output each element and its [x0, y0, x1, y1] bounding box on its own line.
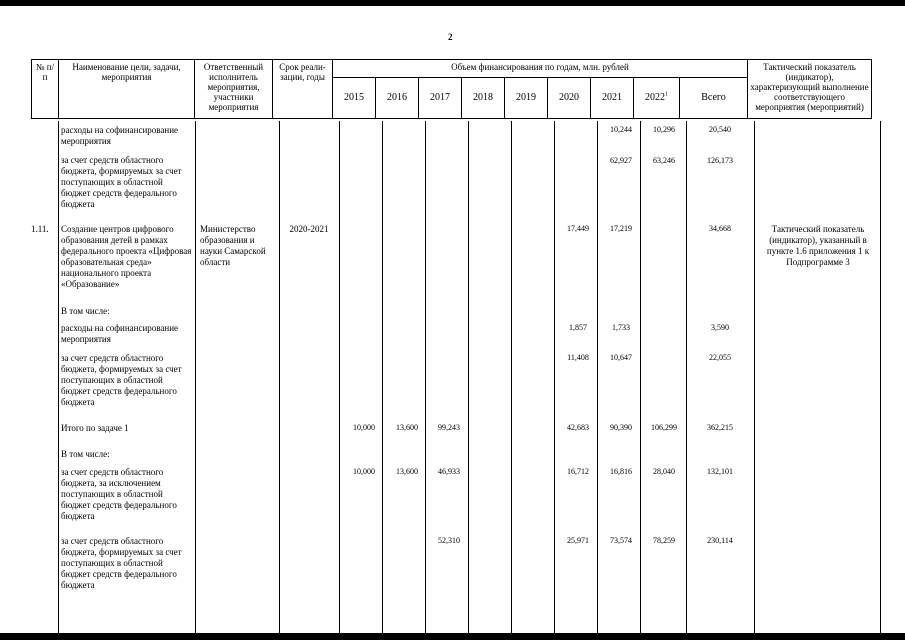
value-2016: 13,600: [396, 467, 418, 476]
value-total: 34,668: [709, 224, 731, 233]
row-name: Итого по задаче 1: [61, 423, 129, 433]
header-col-term: Срок реали-зации, годы: [273, 60, 333, 119]
value-total: 230,114: [707, 536, 733, 545]
row-responsible: Министерство образования и науки Самарской области: [200, 224, 266, 267]
value-total: 3,590: [711, 323, 729, 332]
header-year-2019: 2019: [505, 78, 548, 119]
column-divider: [195, 121, 196, 633]
column-divider: [640, 121, 641, 633]
column-divider: [597, 121, 598, 633]
header-year-2016: 2016: [376, 78, 419, 119]
column-divider: [554, 121, 555, 633]
row-name: В том числе:: [61, 449, 110, 459]
footnote-mark: 1: [665, 91, 668, 98]
row-name: за счет средств областного бюджета, формируемых за счет поступающих в областной бюджет средств федерального бюджета: [61, 353, 182, 407]
value-2015: 10,000: [353, 423, 375, 432]
row-name: за счет средств областного бюджета, за исключением поступающих в областной бюджет средств федерального бюджета: [61, 467, 177, 521]
column-divider: [425, 121, 426, 633]
value-2016: 13,600: [396, 423, 418, 432]
value-total: 126,173: [707, 156, 733, 165]
value-2015: 10,000: [353, 467, 375, 476]
header-col-number: № п/п: [32, 60, 59, 119]
value-total: 20,540: [709, 125, 731, 134]
column-divider: [382, 121, 383, 633]
column-divider: [58, 121, 59, 633]
column-divider: [468, 121, 469, 633]
value-2020: 17,449: [567, 224, 589, 233]
value-2020: 42,683: [567, 423, 589, 432]
column-divider: [279, 121, 280, 633]
header-col-funding: Объем финансирования по годам, млн. рублей: [333, 60, 748, 78]
row-name: Создание центров цифрового образования детей в рамках федерального проекта «Цифровая образовательная среда» национального проекта «Образование»: [61, 224, 192, 289]
header-col-indicator: Тактический показатель (индикатор), характеризующий выполнение соответствующего мероприятия (мероприятий): [748, 60, 872, 119]
column-divider: [339, 121, 340, 633]
header-year-2017: 2017: [419, 78, 462, 119]
column-divider: [880, 121, 881, 633]
row-indicator: Тактический показатель (индикатор), указанный в пункте 1.6 приложения 1 к Подпрограмме 3: [766, 224, 870, 267]
value-2021: 62,927: [610, 156, 632, 165]
row-term: 2020-2021: [289, 224, 329, 234]
value-2020: 11,408: [567, 353, 589, 362]
value-2021: 10,244: [610, 125, 632, 134]
row-name: В том числе:: [61, 306, 110, 316]
header-year-2018: 2018: [462, 78, 505, 119]
value-2021: 90,390: [610, 423, 632, 432]
value-2022: 78,259: [653, 536, 675, 545]
column-divider: [686, 121, 687, 633]
value-2020: 16,712: [567, 467, 589, 476]
value-2017: 52,310: [438, 536, 460, 545]
value-2020: 25,971: [567, 536, 589, 545]
value-2021: 73,574: [610, 536, 632, 545]
value-2020: 1,857: [569, 323, 587, 332]
value-total: 362,215: [707, 423, 733, 432]
value-2021: 16,816: [610, 467, 632, 476]
column-divider: [511, 121, 512, 633]
value-2022: 106,299: [651, 423, 677, 432]
header-year-2020: 2020: [548, 78, 591, 119]
page-number: 2: [448, 32, 453, 42]
value-total: 22,055: [709, 353, 731, 362]
row-number: 1.11.: [31, 224, 49, 234]
row-name: за счет средств областного бюджета, формируемых за счет поступающих в областной бюджет средств федерального бюджета: [61, 536, 182, 590]
row-name: расходы на софинансирование мероприятия: [61, 125, 179, 146]
value-2017: 46,933: [438, 467, 460, 476]
header-year-2021: 2021: [591, 78, 634, 119]
value-2021: 10,647: [610, 353, 632, 362]
header-year-2022: 2022$^1$: [634, 78, 680, 119]
header-col-responsible: Ответственный исполнитель мероприятия, участники мероприятия: [195, 60, 273, 119]
value-2022: 63,246: [653, 156, 675, 165]
header-year-total: Всего: [680, 78, 748, 119]
value-2017: 99,243: [438, 423, 460, 432]
header-year-2015: 2015: [333, 78, 376, 119]
header-col-name: Наименование цели, задачи, мероприятия: [59, 60, 195, 119]
row-name: за счет средств областного бюджета, формируемых за счет поступающих в областной бюджет средств федерального бюджета: [61, 155, 182, 209]
value-total: 132,101: [707, 467, 733, 476]
value-2021: 1,733: [612, 323, 630, 332]
column-divider: [754, 121, 755, 633]
value-2022: 28,040: [653, 467, 675, 476]
value-2022: 10,296: [653, 125, 675, 134]
row-name: расходы на софинансирование мероприятия: [61, 323, 179, 344]
value-2021: 17,219: [610, 224, 632, 233]
